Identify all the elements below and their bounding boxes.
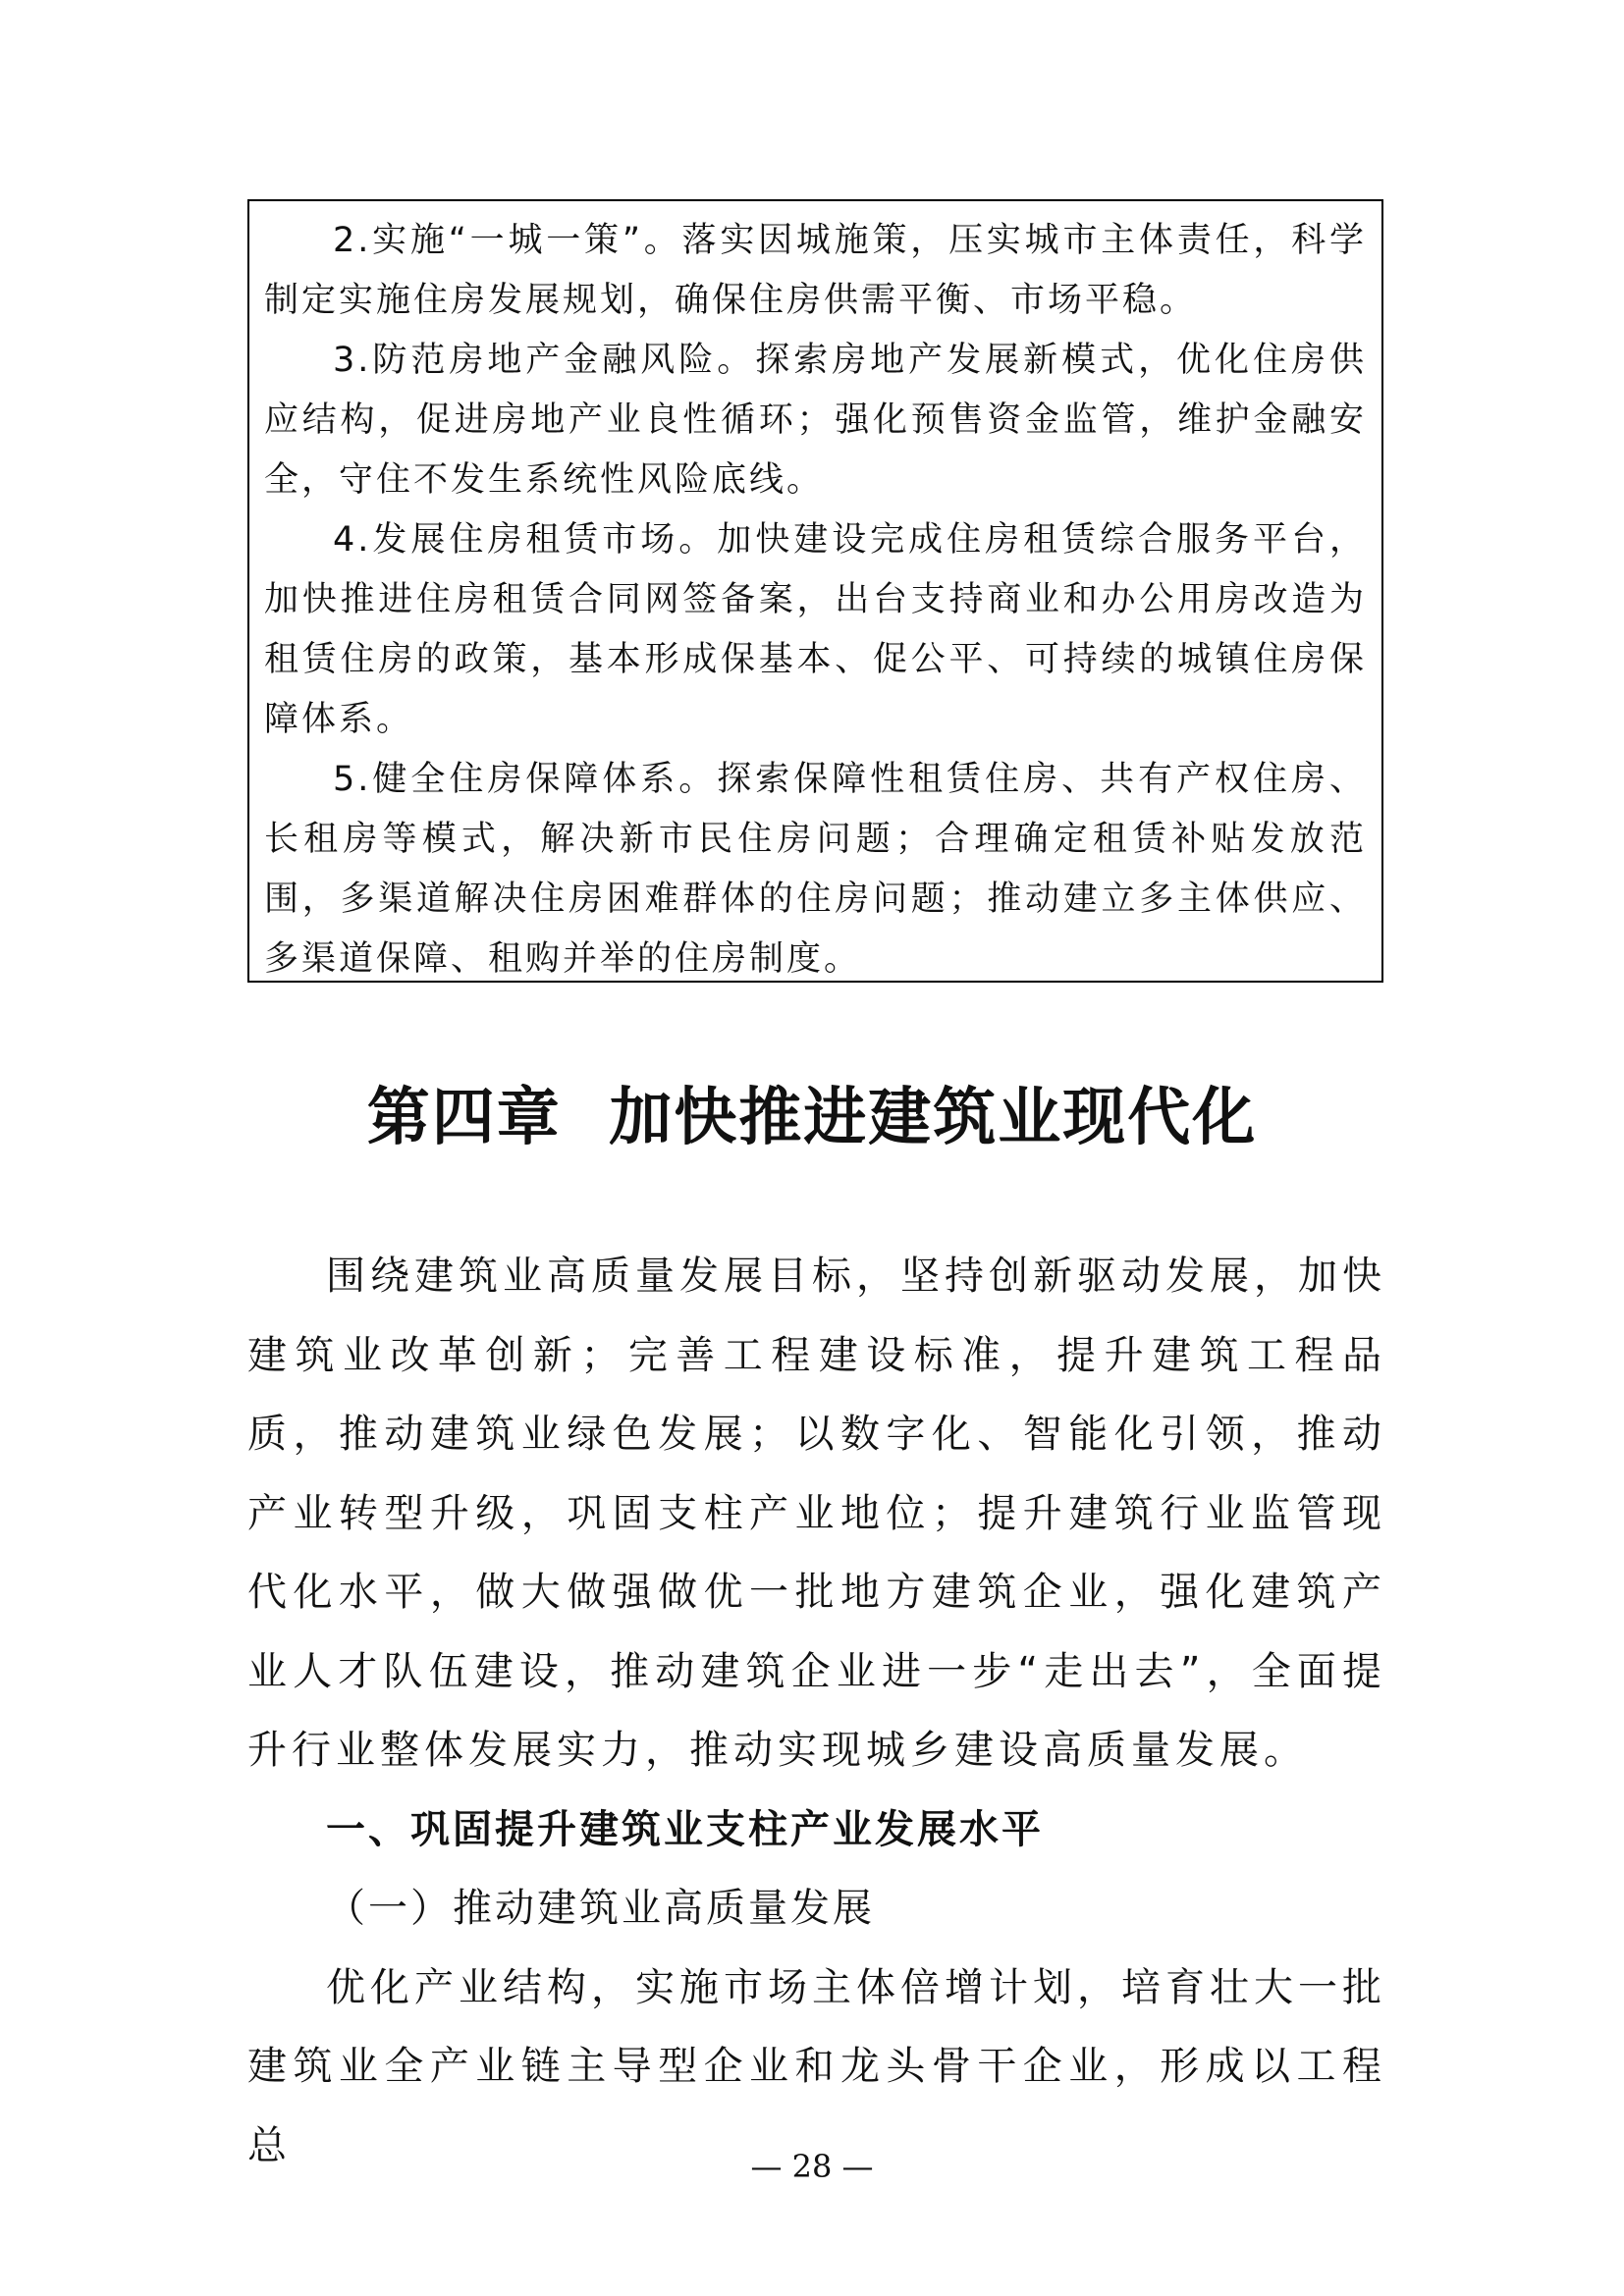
- box-paragraph-5: 5.健全住房保障体系。探索保障性租赁住房、共有产权住房、长租房等模式，解决新市民住房问题；合理确定租赁补贴发放范围，多渠道解决住房困难群体的住房问题；推动建立多主体供应、多渠道保障、租购并举的住房制度。: [264, 760, 1367, 979]
- box-paragraph-2: 2.实施“一城一策”。落实因城施策，压实城市主体责任，科学制定实施住房发展规划，确保住房供需平衡、市场平稳。: [264, 221, 1367, 320]
- box-paragraph-4: 4.发展住房租赁市场。加快建设完成住房租赁综合服务平台，加快推进住房租赁合同网签备案，出台支持商业和办公用房改造为租赁住房的政策，基本形成保基本、促公平、可持续的城镇住房保障体系。: [264, 520, 1367, 739]
- page-number: — 28 —: [750, 2148, 874, 2185]
- policy-box: [247, 199, 1383, 983]
- box-paragraph-3: 3.防范房地产金融风险。探索房地产发展新模式，优化住房供应结构，促进房地产业良性循环；强化预售资金监管，维护金融安全，守住不发生系统性风险底线。: [264, 341, 1367, 500]
- subsection-heading: （一）推动建筑业高质量发展: [326, 1886, 875, 1931]
- intro-paragraph: 围绕建筑业高质量发展目标，坚持创新驱动发展，加快建筑业改革创新；完善工程建设标准，提升建筑工程品质，推动建筑业绿色发展；以数字化、智能化引领，推动产业转型升级，巩固支柱产业地位；提升建筑行业监管现代化水平，做大做强做优一批地方建筑企业，强化建筑产业人才队伍建设，推动建筑企业进一步“走出去”，全面提升行业整体发展实力，推动实现城乡建设高质量发展。: [247, 1254, 1386, 1773]
- chapter-title: 第四章 加快推进建筑业现代化: [366, 1081, 1258, 1154]
- section-heading: 一、巩固提升建筑业支柱产业发展水平: [326, 1806, 1044, 1852]
- body-text: [247, 1237, 1386, 2185]
- body-paragraph: 优化产业结构，实施市场主体倍增计划，培育壮大一批建筑业全产业链主导型企业和龙头骨干企业，形成以工程总: [247, 1964, 1386, 2168]
